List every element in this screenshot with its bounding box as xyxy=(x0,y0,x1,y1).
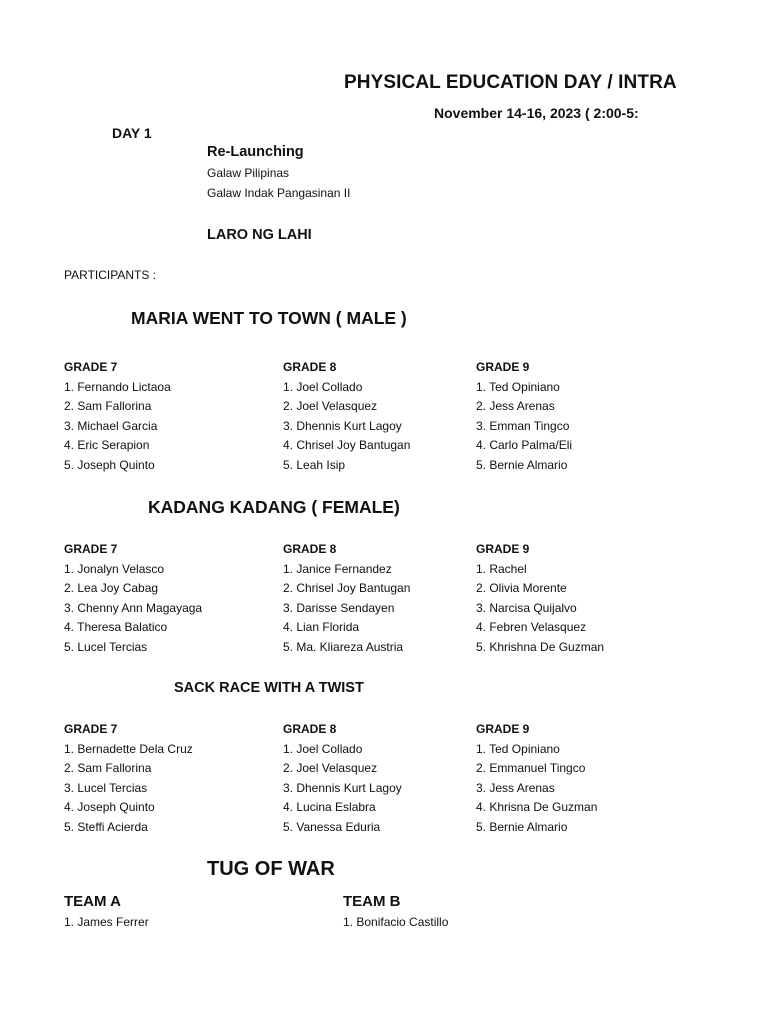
event-title-tug-of-war: TUG OF WAR xyxy=(207,858,335,880)
event-title-kadang-kadang: KADANG KADANG ( FEMALE) xyxy=(148,497,400,517)
participant-name: 1. Bernadette Dela Cruz xyxy=(64,741,193,756)
grade-column xyxy=(64,720,193,837)
participant-name: 3. Jess Arenas xyxy=(476,780,555,795)
participant-name: 1. Joel Collado xyxy=(283,379,363,394)
laro-ng-lahi-heading: LARO NG LAHI xyxy=(207,227,312,243)
participant-name: 1. Jonalyn Velasco xyxy=(64,561,165,576)
grade-heading: GRADE 7 xyxy=(64,722,118,736)
participant-name: 3. Michael Garcia xyxy=(64,418,158,433)
participant-name: 5. Vanessa Eduria xyxy=(283,819,381,834)
participant-name: 1. Joel Collado xyxy=(283,741,363,756)
grade-column xyxy=(64,358,171,475)
participant-name: 5. Bernie Almario xyxy=(476,819,568,834)
participant-name: 3. Emman Tingco xyxy=(476,418,570,433)
participant-name: 4. Theresa Balatico xyxy=(64,620,168,634)
grade-column xyxy=(476,720,597,837)
participant-name: 5. Lucel Tercias xyxy=(64,639,148,654)
participant-name: 5. Joseph Quinto xyxy=(64,457,155,472)
team-column xyxy=(64,893,149,933)
grade-heading: GRADE 9 xyxy=(476,360,530,374)
participant-name: 3. Dhennis Kurt Lagoy xyxy=(283,780,402,795)
relaunch-item: Galaw Pilipinas xyxy=(207,166,290,180)
relaunch-heading: Re-Launching xyxy=(207,144,304,160)
participant-name: 3. Lucel Tercias xyxy=(64,780,148,795)
event-title-maria-went-to-town: MARIA WENT TO TOWN ( MALE ) xyxy=(131,308,407,328)
participant-name: 4. Joseph Quinto xyxy=(64,800,155,814)
participant-name: 3. Dhennis Kurt Lagoy xyxy=(283,418,402,433)
participant-name: 2. Joel Velasquez xyxy=(283,761,378,775)
participant-name: 2. Lea Joy Cabag xyxy=(64,581,159,595)
participant-name: 4. Khrisna De Guzman xyxy=(476,800,598,814)
participant-name: 2. Chrisel Joy Bantugan xyxy=(283,581,411,595)
event-date: November 14-16, 2023 ( 2:00-5: xyxy=(434,105,639,121)
participant-name: 1. Janice Fernandez xyxy=(283,561,392,576)
grade-heading: GRADE 9 xyxy=(476,542,530,556)
grade-column xyxy=(283,720,402,837)
participant-name: 2. Joel Velasquez xyxy=(283,399,378,413)
day-label: DAY 1 xyxy=(112,125,152,141)
grade-heading: GRADE 8 xyxy=(283,360,337,374)
grade-heading: GRADE 8 xyxy=(283,542,337,556)
page-title: PHYSICAL EDUCATION DAY / INTRA xyxy=(344,72,677,93)
grade-column xyxy=(476,358,572,475)
participant-name: 2. Olivia Morente xyxy=(476,581,567,595)
team-heading: TEAM B xyxy=(343,893,401,910)
participant-name: 5. Ma. Kliareza Austria xyxy=(283,639,404,654)
participant-name: 5. Khrishna De Guzman xyxy=(476,639,605,654)
participant-name: 4. Chrisel Joy Bantugan xyxy=(283,438,411,452)
team-member: 1. James Ferrer xyxy=(64,915,149,929)
relaunch-item: Galaw Indak Pangasinan II xyxy=(207,186,351,200)
grade-column xyxy=(64,540,202,657)
participant-name: 4. Carlo Palma/Eli xyxy=(476,438,573,452)
participant-name: 1. Fernando Lictaoa xyxy=(64,379,171,394)
participant-name: 4. Lian Florida xyxy=(283,620,360,634)
team-heading: TEAM A xyxy=(64,893,121,910)
grade-column xyxy=(283,540,410,657)
grade-heading: GRADE 8 xyxy=(283,722,337,736)
grade-column xyxy=(476,540,604,657)
participant-name: 4. Lucina Eslabra xyxy=(283,800,376,814)
participant-name: 1. Rachel xyxy=(476,561,527,576)
participant-name: 2. Jess Arenas xyxy=(476,399,555,413)
participant-name: 2. Sam Fallorina xyxy=(64,399,152,413)
grade-heading: GRADE 9 xyxy=(476,722,530,736)
event-title-sack-race: SACK RACE WITH A TWIST xyxy=(174,680,364,696)
participant-name: 4. Febren Velasquez xyxy=(476,620,587,634)
grade-heading: GRADE 7 xyxy=(64,542,118,556)
grade-column xyxy=(283,358,410,475)
grade-heading: GRADE 7 xyxy=(64,360,118,374)
participant-name: 5. Bernie Almario xyxy=(476,457,568,472)
team-member: 1. Bonifacio Castillo xyxy=(343,915,449,929)
participant-name: 3. Narcisa Quijalvo xyxy=(476,600,577,615)
participant-name: 5. Leah Isip xyxy=(283,457,346,472)
participant-name: 2. Sam Fallorina xyxy=(64,761,152,775)
team-column xyxy=(343,893,448,933)
participant-name: 5. Steffi Acierda xyxy=(64,819,148,834)
participant-name: 3. Darisse Sendayen xyxy=(283,600,395,615)
participant-name: 3. Chenny Ann Magayaga xyxy=(64,600,203,615)
participant-name: 1. Ted Opiniano xyxy=(476,379,560,394)
participant-name: 1. Ted Opiniano xyxy=(476,741,560,756)
participants-label: PARTICIPANTS : xyxy=(64,268,157,282)
participant-name: 2. Emmanuel Tingco xyxy=(476,761,586,775)
participant-name: 4. Eric Serapion xyxy=(64,438,150,452)
